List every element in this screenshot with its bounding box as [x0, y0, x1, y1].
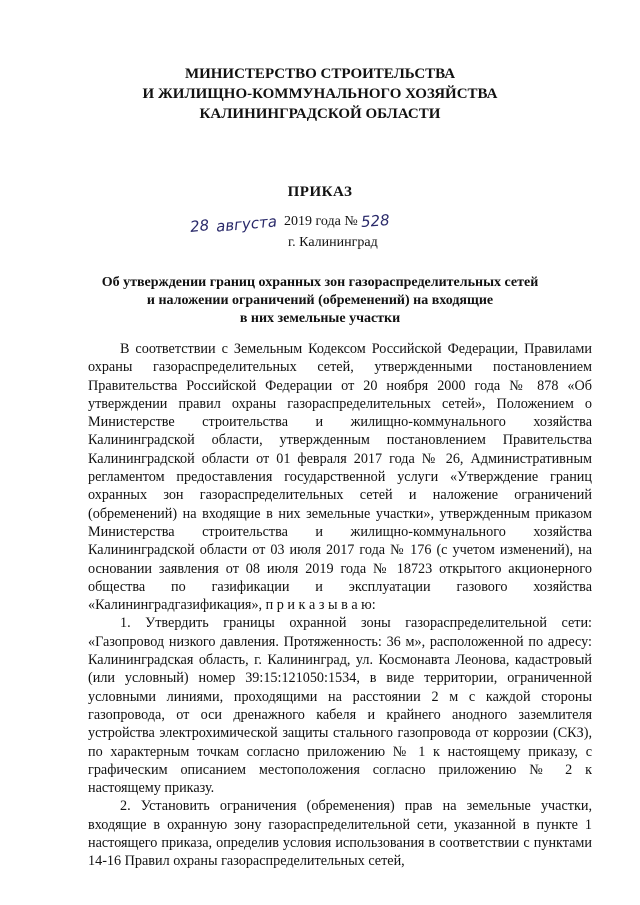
order-body [88, 340, 592, 871]
order-title: ПРИКАЗ [287, 184, 353, 200]
order-date-printed: 2019 года № [284, 214, 358, 229]
preamble-paragraph: В соответствии с Земельным Кодексом Российской Федерации, Правилами охраны газораспределительных сетей, утвержденными постановлением Правительства Российской Федерации от 20 ноября 2000 года № 878 «Об утверждении правил охраны газораспределительных сетей», Положением о Министерстве строительства и жилищно-коммунального хозяйства Калининградской области, утвержденным постановлением Правительства Калининградской области от 01 февраля 2017 года № 26, Административным регламентом предоставления государственной услуги «Утверждение границ охранных зон газораспределительных сетей и наложение ограничений (обременений) на входящие в них земельные участки», утвержденным приказом Министерства строительства и жилищно-коммунального хозяйства Калининградской области от 03 июля 2017 года № 176 (с учетом изменений), на основании заявления от 08 июля 2019 года № 18723 открытого акционерного общества по газификации и эксплуатации газового хозяйства «Калининградгазификация», п р и к а з ы в а ю: [88, 341, 592, 614]
order-subject-line-2: и наложении ограничений (обременений) на входящие [146, 293, 494, 308]
ministry-header-line-2: И ЖИЛИЩНО-КОММУНАЛЬНОГО ХОЗЯЙСТВА [142, 86, 498, 102]
clause-1-paragraph: 1. Утвердить границы охранной зоны газораспределительной сети: «Газопровод низкого давления. Протяженность: 36 м», расположенной по адресу: Калининградская область, г. Калининград, ул. Космонавта Леонова, кадастровый (или условный) номер 39:15:121050:1534, в виде территории, ограниченной условными линиями, проходящими на расстоянии 2 м с каждой стороны газопровода, от оси дренажного кабеля и крайнего анодного заземлителя устройства электрохимической защиты стального газопровода от коррозии (СКЗ), по характерным точкам согласно приложению № 1 к настоящему приказу, с графическим описанием местоположения согласно приложению № 2 к настоящему приказу. [88, 615, 592, 797]
handwritten-order-number: 528 [360, 211, 391, 231]
order-subject-line-3: в них земельные участки [239, 311, 401, 326]
order-subject [0, 274, 640, 328]
ministry-header [0, 64, 640, 124]
clause-2-paragraph: 2. Установить ограничения (обременения) прав на земельные участки, входящие в охранную зону газораспределительной сети, указанной в пункте 1 настоящего приказа, определив условия использования в соответствии с пунктами 14-16 Правил охраны газораспределительных сетей, [88, 798, 592, 870]
order-city: г. Калининград [288, 235, 378, 250]
ministry-header-line-1: МИНИСТЕРСТВО СТРОИТЕЛЬСТВА [184, 66, 456, 82]
handwritten-day: 28 [189, 216, 210, 236]
order-subject-line-1: Об утверждении границ охранных зон газораспределительных сетей [101, 275, 539, 290]
handwritten-month: августа [215, 212, 278, 236]
ministry-header-line-3: КАЛИНИНГРАДСКОЙ ОБЛАСТИ [199, 106, 441, 122]
